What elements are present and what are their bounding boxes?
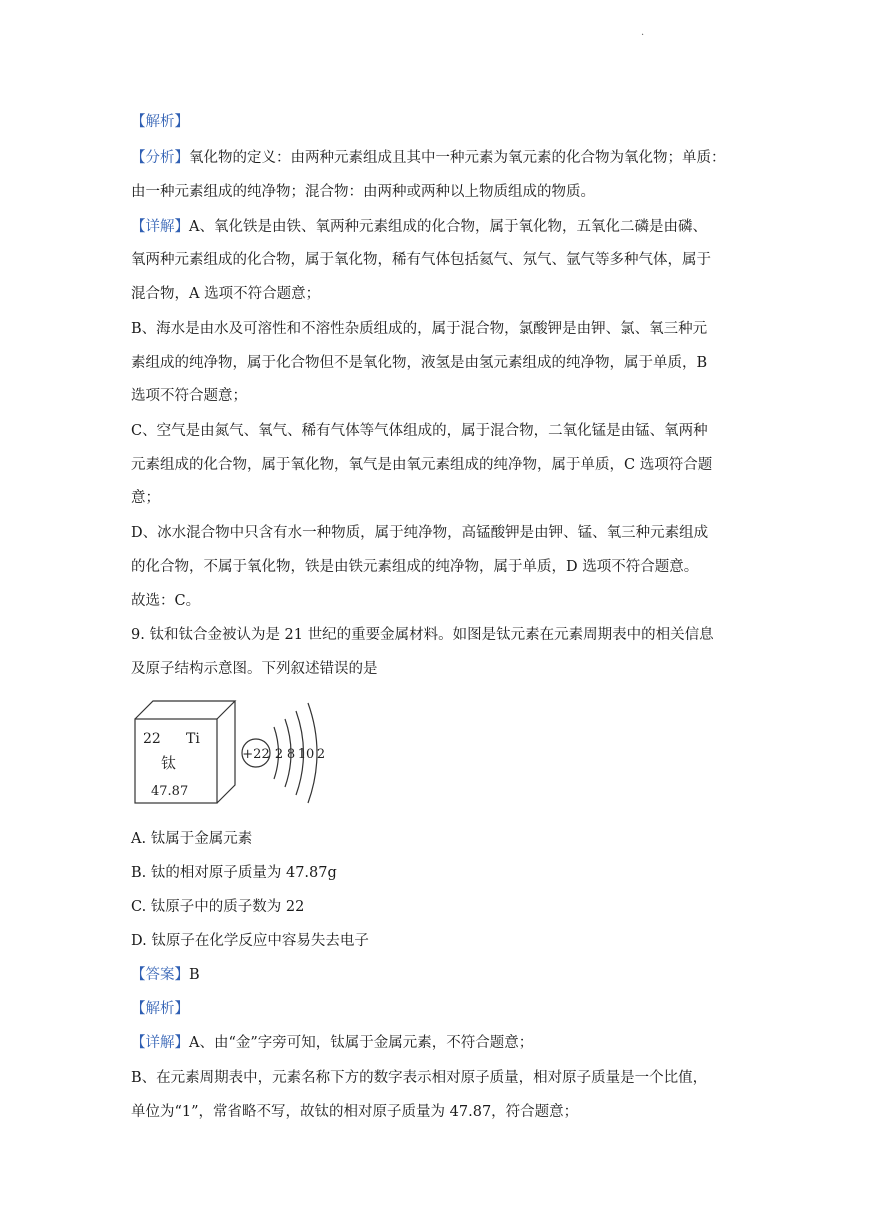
paragraph-line: 故选：C。 <box>131 593 201 609</box>
paragraph-line: B、海水是由水及可溶性和不溶性杂质组成的，属于混合物，氯酸钾是由钾、氯、氧三种元 <box>131 321 708 337</box>
paragraph-line: 由一种元素组成的纯净物；混合物：由两种或两种以上物质组成的物质。 <box>131 184 595 200</box>
fenxi-tag: 【分析】 <box>131 150 189 166</box>
shell-count-3: 10 <box>297 747 315 762</box>
nucleus-charge: +22 <box>242 747 270 762</box>
question-9-line-2: 及原子结构示意图。下列叙述错误的是 <box>131 661 378 677</box>
option-c: C. 钛原子中的质子数为 22 <box>131 899 305 915</box>
paragraph-line: 素组成的纯净物，属于化合物但不是氧化物，液氢是由氢元素组成的纯净物，属于单质，B <box>131 355 708 371</box>
titanium-figure <box>131 697 361 807</box>
atomic-number: 22 <box>143 731 161 747</box>
paragraph-line: 元素组成的化合物，属于氧化物，氧气是由氧元素组成的纯净物，属于单质，C 选项符合题 <box>131 457 713 473</box>
paragraph-line <box>131 217 707 237</box>
paragraph-line: C、空气是由氮气、氧气、稀有气体等气体组成的，属于混合物，二氧化锰是由锰、氧两种 <box>131 423 708 439</box>
paragraph-line: 氧两种元素组成的化合物，属于氧化物，稀有气体包括氦气、氖气、氩气等多种气体，属于 <box>131 252 711 268</box>
xiangjie-tag: 【详解】 <box>131 219 189 235</box>
element-cell-top <box>135 701 235 719</box>
paragraph-line <box>131 1033 533 1053</box>
paragraph-line: 的化合物，不属于氧化物，铁是由铁元素组成的纯净物，属于单质，D 选项不符合题意。 <box>131 559 699 575</box>
paragraph-line: B、在元素周期表中，元素名称下方的数字表示相对原子质量，相对原子质量是一个比值， <box>131 1070 708 1086</box>
paragraph-line: 混合物，A 选项不符合题意； <box>131 286 321 302</box>
option-a: A. 钛属于金属元素 <box>131 831 253 847</box>
question-9-line-1: 9. 钛和钛合金被认为是 21 世纪的重要金属材料。如图是钛元素在元素周期表中的相关信息 <box>131 627 714 643</box>
atomic-mass: 47.87 <box>151 784 189 799</box>
element-symbol: Ti <box>186 731 200 747</box>
shell-count-1: 2 <box>274 747 284 762</box>
option-d: D. 钛原子在化学反应中容易失去电子 <box>131 933 369 949</box>
jiexi-heading-1: 【解析】 <box>131 114 189 130</box>
answer-line <box>131 965 200 985</box>
paragraph-line: D、冰水混合物中只含有水一种物质，属于纯净物，高锰酸钾是由钾、锰、氧三种元素组成 <box>131 525 709 541</box>
answer-tag: 【答案】 <box>131 967 189 983</box>
element-name: 钛 <box>161 754 177 772</box>
shell-count-4: 2 <box>316 747 326 762</box>
header-mark: · <box>641 30 645 41</box>
jiexi-heading-2: 【解析】 <box>131 1001 189 1017</box>
paragraph-line: 意； <box>131 490 160 506</box>
line-text: A、由“金”字旁可知，钛属于金属元素，不符合题意； <box>189 1035 534 1051</box>
line-text: A、氧化铁是由铁、氧两种元素组成的化合物，属于氧化物，五氧化二磷是由磷、 <box>189 219 707 235</box>
option-b: B. 钛的相对原子质量为 47.87g <box>131 865 337 881</box>
paragraph-line: 单位为“1”，常省略不写，故钛的相对原子质量为 47.87，符合题意； <box>131 1104 579 1120</box>
paragraph-line <box>131 148 726 168</box>
shell-count-2: 8 <box>286 747 296 762</box>
line-text: 氧化物的定义：由两种元素组成且其中一种元素为氧元素的化合物为氧化物；单质： <box>189 150 726 166</box>
answer-value: B <box>189 967 200 983</box>
paragraph-line: 选项不符合题意； <box>131 388 247 404</box>
xiangjie-tag: 【详解】 <box>131 1035 189 1051</box>
